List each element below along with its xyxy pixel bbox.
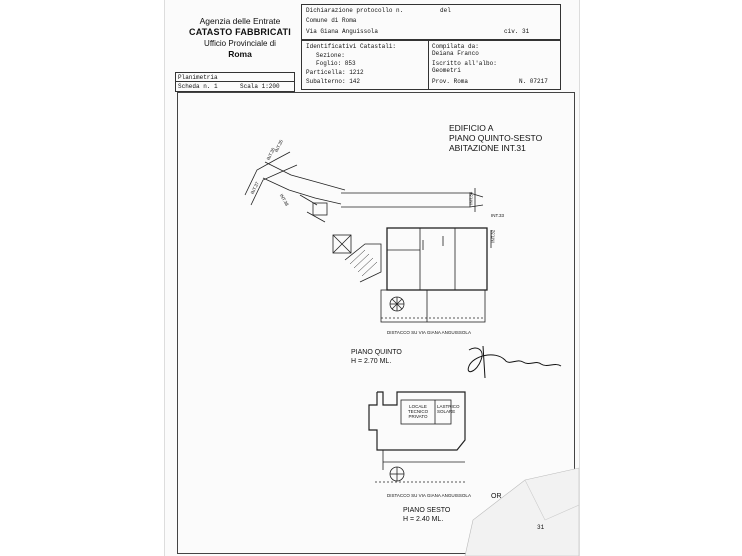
fifth-floor-name: PIANO QUINTO bbox=[351, 349, 402, 356]
sezione: Sezione: bbox=[316, 52, 345, 59]
register-number: N. 07217 bbox=[519, 78, 548, 85]
protocol-date-label: del bbox=[440, 7, 451, 14]
sixth-floor-label bbox=[403, 507, 450, 524]
label-int33: INT.33 bbox=[491, 213, 505, 218]
sixth-floor-height: H = 2.40 ML. bbox=[403, 515, 444, 523]
distacco-sixth: DISTACCO SU VIA GIANA ANGUISSOLA bbox=[387, 493, 471, 498]
civic-number: civ. 31 bbox=[504, 28, 530, 35]
building-line3: ABITAZIONE INT.31 bbox=[449, 143, 526, 153]
label-int34: INT.34 bbox=[468, 191, 474, 205]
office-label: Ufficio Provinciale di bbox=[204, 39, 276, 48]
sheet-number: Scheda n. 1 bbox=[178, 83, 218, 90]
comune: Comune di Roma bbox=[306, 17, 357, 24]
signature-mark bbox=[468, 346, 561, 378]
compiler-heading: Compilata da: bbox=[432, 43, 479, 50]
corner-number: 31 bbox=[537, 524, 545, 531]
fifth-floor-label bbox=[351, 349, 402, 366]
building-line2: PIANO QUINTO-SESTO bbox=[449, 133, 543, 143]
sheet-type: Planimetria bbox=[178, 74, 218, 81]
floor-plan-drawing bbox=[165, 0, 579, 556]
scale: Scala 1:200 bbox=[240, 83, 280, 90]
corner-text: OR bbox=[491, 493, 502, 500]
cadastral-heading: Identificativi Catastali: bbox=[306, 43, 397, 50]
office-city: Roma bbox=[228, 49, 252, 59]
province: Prov. Roma bbox=[432, 78, 469, 85]
fifth-floor-height: H = 2.70 ML. bbox=[351, 357, 392, 365]
profession: Geometri bbox=[432, 67, 461, 74]
label-int37: INT.37 bbox=[249, 180, 260, 195]
label-int32: INT.32 bbox=[490, 229, 496, 243]
compiler-name: Deiana Franco bbox=[432, 50, 479, 57]
foglio: Foglio: 853 bbox=[316, 60, 356, 67]
street: Via Giana Anguissola bbox=[306, 28, 379, 35]
agency-name: Agenzia delle Entrate bbox=[199, 16, 281, 26]
label-int36: INT.36 bbox=[265, 146, 276, 161]
particella: Particella: 1212 bbox=[306, 69, 364, 76]
distacco-fifth: DISTACCO SU VIA GIANA ANGUISSOLA bbox=[387, 330, 471, 335]
cadastral-sheet bbox=[164, 0, 580, 556]
subalterno: Subalterno: 142 bbox=[306, 78, 361, 85]
label-int35: INT.35 bbox=[273, 138, 284, 153]
registry-name: CATASTO FABBRICATI bbox=[189, 27, 291, 37]
albo-label: Iscritto all'albo: bbox=[432, 60, 497, 67]
locale-tecnico: LOCALE TECNICO PRIVATO bbox=[407, 404, 429, 419]
lastrico-solare: LASTRICO SOLARE bbox=[437, 404, 460, 414]
sixth-floor-name: PIANO SESTO bbox=[403, 507, 451, 514]
protocol-label: Dichiarazione protocollo n. bbox=[306, 7, 404, 14]
label-int38: INT.38 bbox=[278, 192, 290, 207]
building-line1: EDIFICIO A bbox=[449, 123, 494, 133]
